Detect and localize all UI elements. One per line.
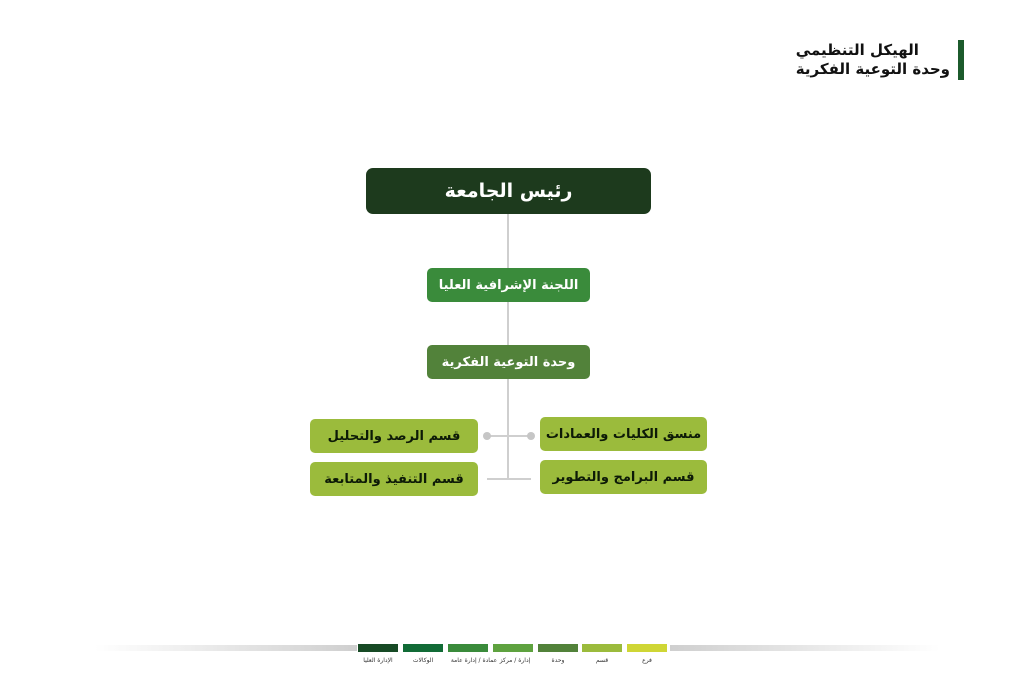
- connector-dot: [483, 432, 491, 440]
- legend-fade-line-left: [95, 645, 357, 651]
- legend-swatch-branch: [627, 644, 667, 652]
- org-box-programs-development: قسم البرامج والتطوير: [540, 460, 707, 494]
- legend-swatch-deanship: [448, 644, 488, 652]
- connector-dot: [527, 432, 535, 440]
- legend-fade-line-right: [670, 645, 940, 651]
- legend-label-unit: وحدة: [551, 657, 565, 664]
- legend-label-deanship: عمادة / إدارة عامة: [450, 657, 498, 664]
- legend-label-department: إدارة / مركز: [499, 657, 531, 664]
- legend-swatch-unit: [538, 644, 578, 652]
- legend-label-agencies: الوكالات: [412, 657, 434, 664]
- legend-swatch-top-management: [358, 644, 398, 652]
- header-title-line-2: وحدة التوعية الفكرية: [795, 60, 950, 78]
- legend-label-section: قسم: [595, 657, 609, 664]
- legend-swatch-agencies: [403, 644, 443, 652]
- header-accent-bar: [958, 40, 964, 80]
- legend-label-top-management: الإدارة العليا: [363, 657, 393, 664]
- org-box-supervisory-committee: اللجنة الإشرافية العليا: [427, 268, 590, 302]
- org-box-colleges-coordinator: منسق الكليات والعمادات: [540, 417, 707, 451]
- org-box-monitoring-analysis: قسم الرصد والتحليل: [310, 419, 478, 453]
- legend-label-branch: فرع: [642, 657, 652, 664]
- header-title-line-1: الهيكل التنظيمي: [795, 41, 919, 59]
- left-branch-connector-2: [487, 478, 507, 480]
- legend-swatch-department: [493, 644, 533, 652]
- legend-swatch-section: [582, 644, 622, 652]
- header-title: [796, 40, 950, 80]
- page-header: [796, 40, 964, 80]
- org-box-awareness-unit: وحدة التوعية الفكرية: [427, 345, 590, 379]
- right-branch-connector-2: [509, 478, 531, 480]
- org-box-execution-followup: قسم التنفيذ والمتابعة: [310, 462, 478, 496]
- org-box-university-president: رئيس الجامعة: [366, 168, 651, 214]
